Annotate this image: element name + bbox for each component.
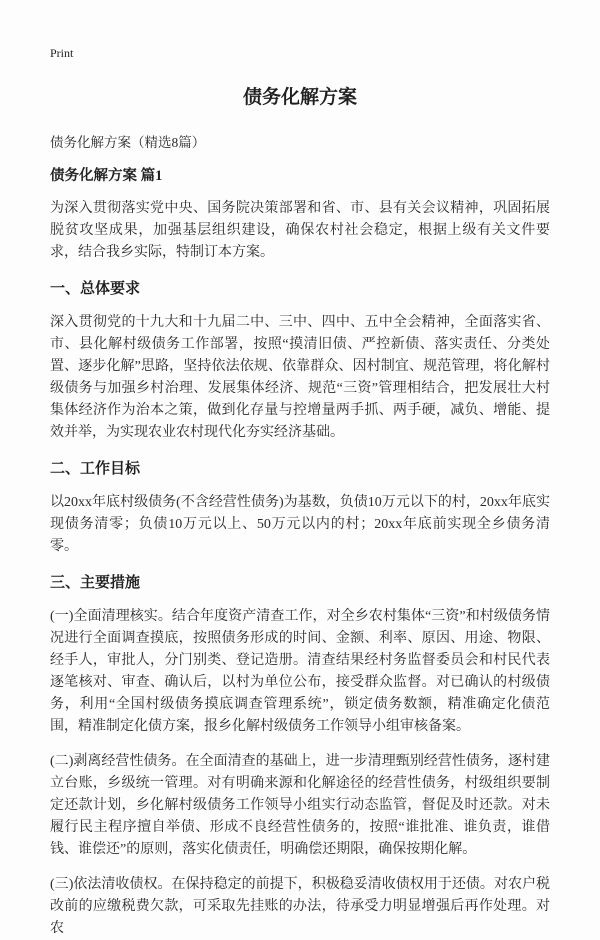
paragraph-overall-requirements: 深入贯彻党的十九大和十九届二中、三中、四中、五中全会精神，全面落实省、市、县化解村级债务工作部署，按照“摸清旧债、严控新债、落实责任、分类处置、逐步化解”思路，坚持依法依规、依靠群众、因村制宜、规范管理，将化解村级债务与加强乡村治理、发展集体经济、规范“三资”管理相结合，把发展壮大村集体经济作为治本之策，做到化存量与控增量两手抓、两手硬，减负、增能、提效并举，为实现农业农村现代化夯实经济基础。 xyxy=(50,315,550,440)
section-heading-overall-requirements: 一、总体要求 xyxy=(50,281,141,297)
paragraph-measure-3-collect-claims: (三)依法清收债权。在保持稳定的前提下，积极稳妥清收债权用于还债。对农户税改前的应缴税费欠款，可采取先挂账的办法，待承受力明显增强后再作处理。对农 xyxy=(50,877,550,936)
print-label[interactable]: Print xyxy=(50,46,74,60)
paragraph-measure-2-strip-operating-debt: (二)剥离经营性债务。在全面清查的基础上，进一步清理甄别经营性债务，逐村建立台账，乡级统一管理。对有明确来源和化解途径的经营性债务，村级组织要制定还款计划，乡化解村级债务工作领导小组实行动态监管，督促及时还款。对未履行民主程序擅自举债、形成不良经营性债务的，按照“谁批准、谁负责，谁借钱、谁偿还”的原则，落实化债责任，明确偿还期限，确保按期化解。 xyxy=(50,754,550,857)
paragraph-measure-1-clear-and-verify: (一)全面清理核实。结合年度资产清查工作，对全乡农村集体“三资”和村级债务情况进行全面调查摸底，按照债务形成的时间、金额、利率、原因、用途、物限、经手人，审批人，分门别类、登记造册。清查结果经村务监督委员会和村民代表逐笔核对、审查、确认后，以村为单位公布，接受群众监督。对已确认的村级债务，利用“全国村级债务摸底调查管理系统”，锁定债务数额，精准确定化债范围，精准制定化债方案，报乡化解村级债务工作领导小组审核备案。 xyxy=(50,609,550,734)
section-heading-work-goals: 二、工作目标 xyxy=(50,461,141,477)
intro-paragraph: 为深入贯彻落实党中央、国务院决策部署和省、市、县有关会议精神，巩固拓展脱贫攻坚成果，加强基层组织建设，确保农村社会稳定，根据上级有关文件要求，结合我乡实际，特制订本方案。 xyxy=(50,201,550,260)
section-heading-main-measures: 三、主要措施 xyxy=(50,575,141,591)
article-heading: 债务化解方案 篇1 xyxy=(50,168,163,184)
document-title: 债务化解方案 xyxy=(242,87,357,108)
document-subtitle: 债务化解方案（精选8篇） xyxy=(50,135,206,150)
paragraph-work-goals: 以20xx年底村级债务(不含经营性债务)为基数，负债10万元以下的村，20xx年底实现债务清零；负债10万元以上、50万元以内的村；20xx年底前实现全乡债务清零。 xyxy=(50,495,550,554)
